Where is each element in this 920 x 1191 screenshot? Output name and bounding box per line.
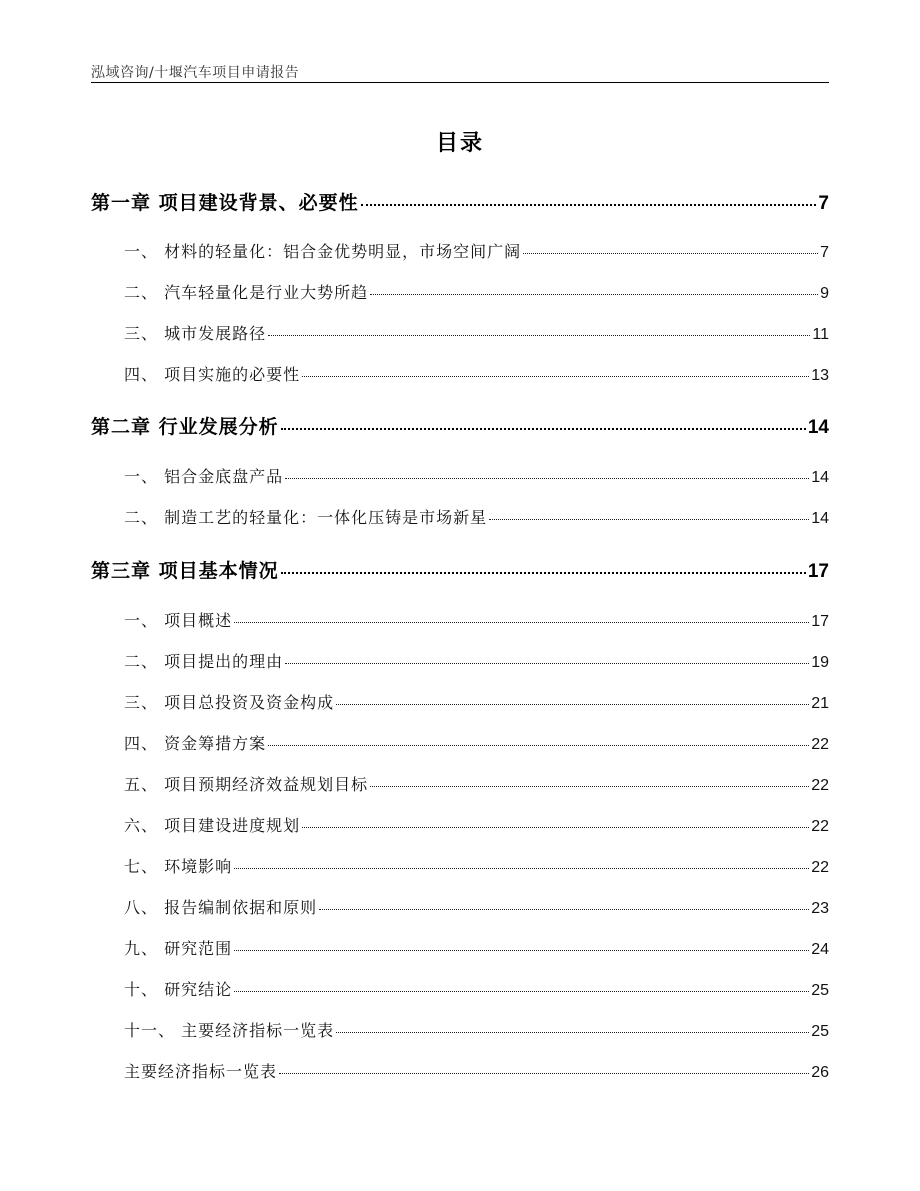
dot-leader <box>523 253 818 254</box>
toc-entry-section[interactable] <box>124 649 829 672</box>
toc-entry-label: 三、 城市发展路径 <box>124 324 267 343</box>
toc-entry-section[interactable] <box>124 1059 829 1082</box>
toc-entry-page: 11 <box>812 326 829 343</box>
toc-entry-page: 7 <box>820 244 829 261</box>
toc-entry-chapter[interactable] <box>91 556 829 583</box>
toc-entry-section[interactable] <box>124 936 829 959</box>
dot-leader <box>336 1032 809 1033</box>
dot-leader <box>234 991 809 992</box>
dot-leader <box>268 335 810 336</box>
toc-entry-page: 26 <box>811 1064 829 1081</box>
toc-entry-label: 一、 项目概述 <box>124 611 233 630</box>
toc-entry-label: 三、 项目总投资及资金构成 <box>124 693 335 712</box>
dot-leader <box>285 478 809 479</box>
toc-entry-label: 第三章 项目基本情况 <box>91 560 279 582</box>
dot-leader <box>302 827 809 828</box>
dot-leader <box>281 428 806 430</box>
running-header: 泓域咨询/十堰汽车项目申请报告 <box>91 65 300 81</box>
toc-entry-label: 七、 环境影响 <box>124 857 233 876</box>
toc-entry-label: 二、 项目提出的理由 <box>124 652 284 671</box>
toc-entry-page: 9 <box>820 285 829 302</box>
toc-entry-label: 六、 项目建设进度规划 <box>124 816 301 835</box>
toc-entry-page: 14 <box>811 469 829 486</box>
dot-leader <box>370 786 809 787</box>
toc-entry-page: 22 <box>811 859 829 876</box>
toc-entry-page: 19 <box>811 654 829 671</box>
toc-entry-chapter[interactable] <box>91 188 829 215</box>
toc-entry-section[interactable] <box>124 690 829 713</box>
dot-leader <box>234 950 809 951</box>
toc-entry-page: 25 <box>811 982 829 999</box>
toc-entry-label: 一、 材料的轻量化：铝合金优势明显，市场空间广阔 <box>124 242 522 261</box>
toc-entry-label: 四、 资金筹措方案 <box>124 734 267 753</box>
toc-entry-section[interactable] <box>124 895 829 918</box>
dot-leader <box>234 868 809 869</box>
toc-entry-page: 24 <box>811 941 829 958</box>
toc-entry-page: 25 <box>811 1023 829 1040</box>
dot-leader <box>361 204 817 206</box>
toc-entry-page: 23 <box>811 900 829 917</box>
toc-entry-label: 五、 项目预期经济效益规划目标 <box>124 775 369 794</box>
toc-entry-page: 7 <box>818 193 829 214</box>
toc-entry-section[interactable] <box>124 321 829 344</box>
toc-entry-section[interactable] <box>124 813 829 836</box>
toc-entry-page: 13 <box>811 367 829 384</box>
toc-entry-page: 14 <box>807 417 829 438</box>
toc-entry-page: 21 <box>811 695 829 712</box>
toc-entry-label: 八、 报告编制依据和原则 <box>124 898 318 917</box>
dot-leader <box>281 572 806 574</box>
toc-entry-chapter[interactable] <box>91 412 829 439</box>
toc-entry-page: 22 <box>811 736 829 753</box>
toc-entry-section[interactable] <box>124 772 829 795</box>
toc-entry-page: 22 <box>811 777 829 794</box>
dot-leader <box>370 294 818 295</box>
toc-entry-label: 二、 汽车轻量化是行业大势所趋 <box>124 283 369 302</box>
toc-entry-label: 第一章 项目建设背景、必要性 <box>91 192 359 214</box>
dot-leader <box>489 519 809 520</box>
toc-entry-label: 十一、 主要经济指标一览表 <box>124 1021 335 1040</box>
toc-entry-section[interactable] <box>124 1018 829 1041</box>
toc-entry-section[interactable] <box>124 854 829 877</box>
dot-leader <box>336 704 809 705</box>
toc-entry-section[interactable] <box>124 280 829 303</box>
toc-entry-page: 14 <box>811 510 829 527</box>
toc-entry-page: 17 <box>811 613 829 630</box>
toc-entry-section[interactable] <box>124 464 829 487</box>
toc-entry-label: 二、 制造工艺的轻量化：一体化压铸是市场新星 <box>124 508 488 527</box>
toc-entry-section[interactable] <box>124 505 829 528</box>
toc-entry-section[interactable] <box>124 239 829 262</box>
header-divider <box>91 82 829 83</box>
toc-entry-label: 十、 研究结论 <box>124 980 233 999</box>
toc-entry-section[interactable] <box>124 977 829 1000</box>
dot-leader <box>302 376 809 377</box>
toc-entry-section[interactable] <box>124 731 829 754</box>
toc-entry-page: 17 <box>807 561 829 582</box>
toc-entry-label: 一、 铝合金底盘产品 <box>124 467 284 486</box>
toc-entry-section[interactable] <box>124 362 829 385</box>
dot-leader <box>285 663 809 664</box>
dot-leader <box>268 745 809 746</box>
toc-entry-label: 九、 研究范围 <box>124 939 233 958</box>
toc-entry-label: 第二章 行业发展分析 <box>91 416 279 438</box>
toc-entry-label: 主要经济指标一览表 <box>124 1062 278 1081</box>
toc-entry-label: 四、 项目实施的必要性 <box>124 365 301 384</box>
dot-leader <box>234 622 809 623</box>
toc-entry-page: 22 <box>811 818 829 835</box>
toc-entry-section[interactable] <box>124 608 829 631</box>
dot-leader <box>319 909 809 910</box>
toc-title: 目录 <box>435 131 484 156</box>
dot-leader <box>279 1073 809 1074</box>
